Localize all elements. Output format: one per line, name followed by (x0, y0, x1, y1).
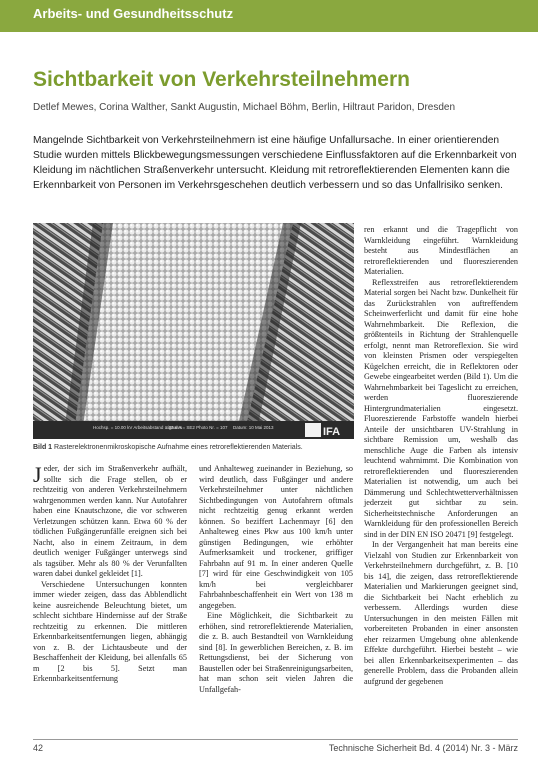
section-header-bar (0, 0, 538, 32)
sem-overlay-left: Hochsp. = 10.00 kV Arbeitsabstand = 33 mm (93, 425, 183, 430)
journal-reference: Technische Sicherheit Bd. 4 (2014) Nr. 3 - März (328, 743, 518, 753)
article-abstract: Mangelnde Sichtbarkeit von Verkehrsteilnehmern ist eine häufige Unfallursache. In einer orientierenden Studie wurden mittels Blickbewegungsmessungen verschiedene Einflussfaktoren auf die Erkennbarkeit von Kleidung im nächtlichen Straßenverkehr untersucht. Kleidung mit retroreflektierenden Elementen kann die Erkennbarkeit von Personen im Verkehrsgeschehen deutlich verbessern und so das Unfallrisiko senken. (33, 135, 517, 191)
col2-paragraph-2: Eine Möglichkeit, die Sichtbarkeit zu erhöhen, sind retroreflektierende Materialien, die z. B. auch Bestandteil von Warnkleidung sind [8]. In gewerblichen Bereichen, z. B. im Rettungsdienst, bei der Sicherung von Baustellen oder bei Straßenreinigungsarbeiten, hat man schon seit vielen Jahren die Unfallgefah- (199, 611, 353, 694)
figure-caption (33, 444, 354, 451)
col3-paragraph-1: ren erkannt und die Tragepflicht von Warnkleidung eingeführt. Warnkleidung besteht aus Mindestflächen an retroreflektierenden und fluoreszierenden Materialien. (364, 225, 518, 276)
col1-paragraph-1-text: eder, der sich im Straßenverkehr aufhält, sollte sich die Frage stellen, ob er rechtzeitig von anderen Verkehrsteilnehmern wahrgenommen werden kann. Nur Autofahrer haben eine Knautschzone, die vor schweren Verletzungen schützen kann. Etwa 60 % der tödlichen Fußgängerunfälle ereignen sich bei Nacht, also in einem Zeitraum, in dem deutlich weniger Fußgänger unterwegs sind als tagsüber. Mehr als 80 % der Verunfallten waren dabei dunkel gekleidet [1]. (33, 464, 187, 578)
body-column-3 (364, 225, 518, 687)
ifa-logo-mark (305, 423, 321, 437)
figure-sem-image (33, 223, 354, 439)
article-authors: Detlef Mewes, Corina Walther, Sankt Augustin, Michael Böhm, Berlin, Hiltraut Paridon, Dresden (33, 102, 456, 113)
col1-paragraph-2: Verschiedene Untersuchungen konnten immer wieder zeigen, dass das Abblendlicht keine ausreichende Beleuchtung bietet, um schlecht sichtbare Hindernisse auf der Straße rechtzeitig zu erkennen. Die mittleren Erkennbarkeitsentfernungen liegen, abhängig von z. B. der Lichtausbeute und der Beschaffenheit der Kleidung, bei allenfalls 65 m [2 bis 5]. Setzt man Erkennbarkeitsentfernung (33, 579, 187, 683)
footer-divider (33, 739, 518, 740)
ifa-logo-text: IFA (323, 426, 341, 438)
figure-caption-text: Rasterelektronenmikroskopische Aufnahme eines retroreflektierenden Materials. (54, 444, 303, 451)
col3-paragraph-3: In der Vergangenheit hat man bereits eine Vielzahl von Studien zur Erkennbarkeit von Verkehrsteilnehmern durchgeführt, z. B. [10 bis 14], die zeigen, dass retroreflektierende Materialien und Markierungen geeignet sind, die Sichtbarkeit bei Nacht erheblich zu verbessern. Allerdings wurden diese Untersuchungen in den meisten Fällen mit vorbereiteten Probanden in einer ansonsten eher reizarmen Umgebung ohne ablenkende Effekte durchgeführt. Hierbei besteht – wie bei allen Erkennbarkeitsexperimenten – das generelle Problem, dass die Probanden allein aufgrund der gegebenen (364, 540, 518, 686)
section-label: Arbeits- und Gesundheitsschutz (33, 6, 234, 21)
sem-overlay-mid: Signal A = SE2 Photo Nr. = 107 (165, 425, 228, 430)
article-title: Sichtbarkeit von Verkehrsteilnehmern (33, 68, 410, 91)
col2-paragraph-1: und Anhalteweg zueinander in Beziehung, so wird deutlich, dass Fußgänger und andere Verkehrsteilnehmer unter nächtlichen Sichtbedingungen von Autofahrern oftmals nicht rechtzeitig genug erkannt werden können. So beziffert Lachenmayr [6] den Anhalteweg eines Pkw aus 100 km/h unter günstigen Bedingungen, wie erhöhter Aufmerksamkeit und trockener, griffiger Fahrbahn auf 91 m. In einer anderen Quelle [7] wird für eine Geschwindigkeit von 105 km/h bei vergleichbarer Fahrbahnbeschaffenheit ein Wert von 138 m angegeben. (199, 464, 353, 610)
figure-caption-label: Bild 1 (33, 444, 53, 451)
col3-paragraph-2: Reflexstreifen aus retroreflektierendem Material sorgen bei Nacht bzw. Dunkelheit für das Zurückstrahlen von auftreffendem Scheinwerferlicht und damit für eine hohe Wahrnehmbarkeit. Die Reflexion, die größtenteils in Richtung der Strahlenquelle erfolgt, nennt man Retroreflexion. Sie wird von kleinsten Prismen oder verspiegelten Kügelchen erreicht, die in Reflektoren oder Gewebe eingearbeitet werden (Bild 1). Um die Wahrnehmbarkeit bei Tageslicht zu erreichen, werden fluoreszierende Hintergrundmaterialien eingesetzt. Fluoreszierende Farbstoffe wandeln hierbei Anteile der unsichtbaren UV-Strahlung in sichtbare Remission um, weshalb das menschliche Auge die Farben als intensiv leuchtend wahrnimmt. Die Kombination von retroreflektierenden und fluoreszierenden Materialien ist notwendig, um auch bei Dämmerung und Schlechtwetterverhältnissen jederzeit gut sichtbar zu sein. Sicherheitstechnische Anforderungen an Warnkleidung für den professionellen Bereich sind in der DIN EN ISO 20471 [9] festgelegt. (364, 277, 518, 539)
sem-overlay-right: Datum: 10 Mai 2013 (233, 425, 274, 430)
page-number: 42 (33, 743, 44, 753)
drop-cap: J (33, 462, 42, 487)
col1-paragraph-1 (33, 464, 187, 580)
body-column-1 (33, 464, 187, 685)
body-column-2 (199, 464, 353, 695)
sem-micrograph (33, 223, 354, 439)
